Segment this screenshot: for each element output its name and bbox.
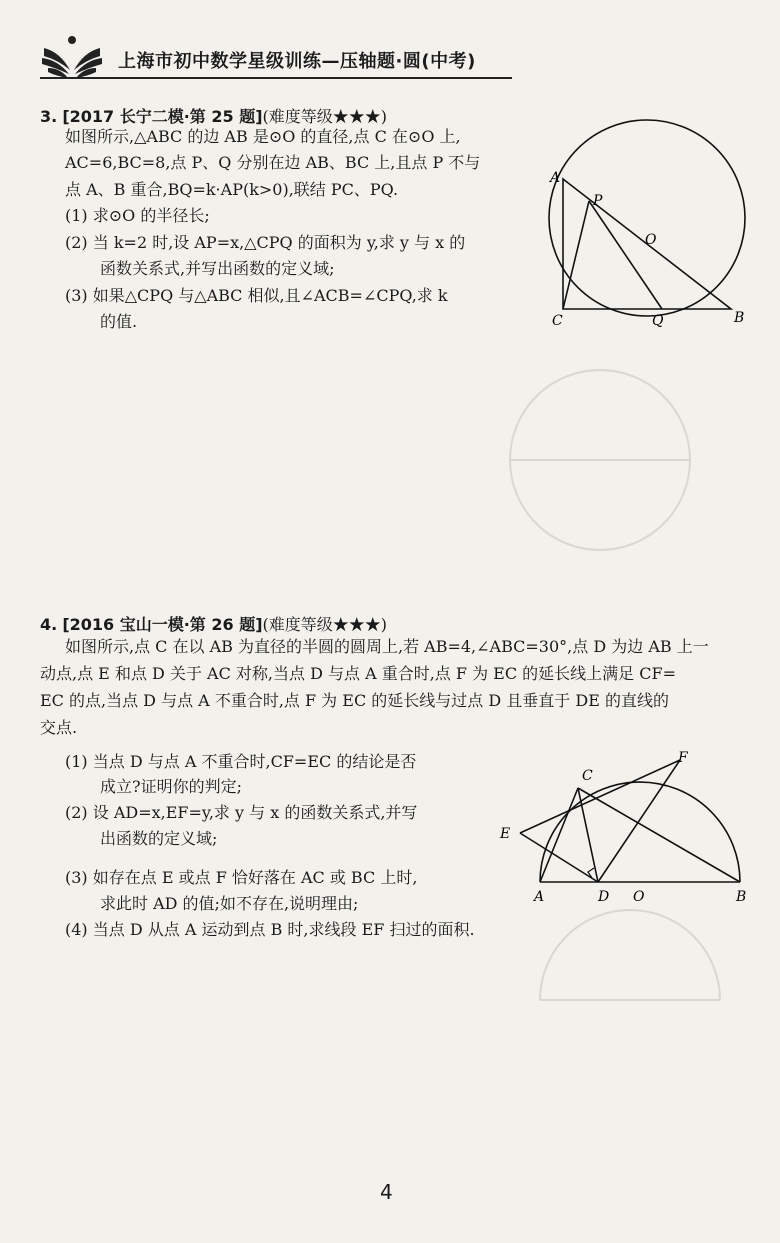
label-o: O xyxy=(645,232,657,248)
book-logo-icon xyxy=(40,30,104,80)
problem4-line: 动点,点 E 和点 D 关于 AC 对称,当点 D 与点 A 重合时,点 F 为 EC 的延长线上满足 CF= xyxy=(40,664,677,683)
problem4-figure xyxy=(498,748,768,908)
problem4-line: 求此时 AD 的值;如不存在,说明理由; xyxy=(100,894,359,913)
problem4-line: 成立?证明你的判定; xyxy=(100,777,242,796)
label-f: F xyxy=(678,750,688,766)
problem3-figure xyxy=(530,112,760,332)
problem4-line: (3) 如存在点 E 或点 F 恰好落在 AC 或 BC 上时, xyxy=(65,868,418,887)
problem3-line: AC=6,BC=8,点 P、Q 分别在边 AB、BC 上,且点 P 不与 xyxy=(65,153,481,172)
problem3-line: (1) 求⊙O 的半径长; xyxy=(65,206,210,225)
problem4-line: (2) 设 AD=x,EF=y,求 y 与 x 的函数关系式,并写 xyxy=(65,803,418,822)
problem3-line: (2) 当 k=2 时,设 AP=x,△CPQ 的面积为 y,求 y 与 x 的 xyxy=(65,233,466,252)
segment-ed xyxy=(520,833,598,882)
label-d: D xyxy=(598,889,610,905)
problem4-line: 出函数的定义域; xyxy=(100,829,218,848)
semicircle xyxy=(540,782,740,882)
label-b: B xyxy=(734,310,745,326)
problem3-line: 点 A、B 重合,BQ=k·AP(k>0),联结 PC、PQ. xyxy=(65,180,399,199)
segment-pq xyxy=(589,201,662,309)
problem3-line: 的值. xyxy=(100,312,138,331)
label-b: B xyxy=(736,889,747,905)
problem4-difficulty: (难度等级★★★) xyxy=(262,615,388,634)
problem4-line: 如图所示,点 C 在以 AB 为直径的半圆的圆周上,若 AB=4,∠ABC=30°,点 D 为边 AB 上一 xyxy=(65,637,709,656)
problem3-difficulty: (难度等级★★★) xyxy=(262,107,388,126)
problem4-line: 交点. xyxy=(40,718,78,737)
label-c: C xyxy=(552,313,563,329)
segment-ac xyxy=(540,788,578,882)
label-q: Q xyxy=(652,313,664,329)
problem3-line: (3) 如果△CPQ 与△ABC 相似,且∠ACB=∠CPQ,求 k xyxy=(65,286,448,305)
problem3-number: 3. xyxy=(40,107,58,126)
header-rule xyxy=(40,77,512,79)
problem3-source: [2017 长宁二模·第 25 题] xyxy=(62,107,263,126)
problem4-line: (1) 当点 D 与点 A 不重合时,CF=EC 的结论是否 xyxy=(65,752,417,771)
label-e: E xyxy=(500,826,511,842)
problem4-line: (4) 当点 D 从点 A 运动到点 B 时,求线段 EF 扫过的面积. xyxy=(65,920,475,939)
segment-pc xyxy=(563,201,589,309)
problem4-source: [2016 宝山一模·第 26 题] xyxy=(62,615,263,634)
segment-bc xyxy=(578,788,740,882)
problem4-heading xyxy=(40,612,387,635)
problem3-heading xyxy=(40,104,387,127)
header-title: 上海市初中数学星级训练—压轴题·圆(中考) xyxy=(118,51,476,72)
page-number: 4 xyxy=(380,1180,393,1204)
problem3-line: 如图所示,△ABC 的边 AB 是⊙O 的直径,点 C 在⊙O 上, xyxy=(65,127,461,146)
problem3-line: 函数关系式,并写出函数的定义域; xyxy=(100,259,335,278)
label-a: A xyxy=(534,889,545,905)
label-c: C xyxy=(582,768,593,784)
label-a: A xyxy=(550,170,561,186)
label-p: P xyxy=(593,193,603,209)
problem4-number: 4. xyxy=(40,615,58,634)
problem4-line: EC 的点,当点 D 与点 A 不重合时,点 F 为 EC 的延长线与过点 D 且垂直于 DE 的直线的 xyxy=(40,691,669,710)
label-o: O xyxy=(633,889,645,905)
